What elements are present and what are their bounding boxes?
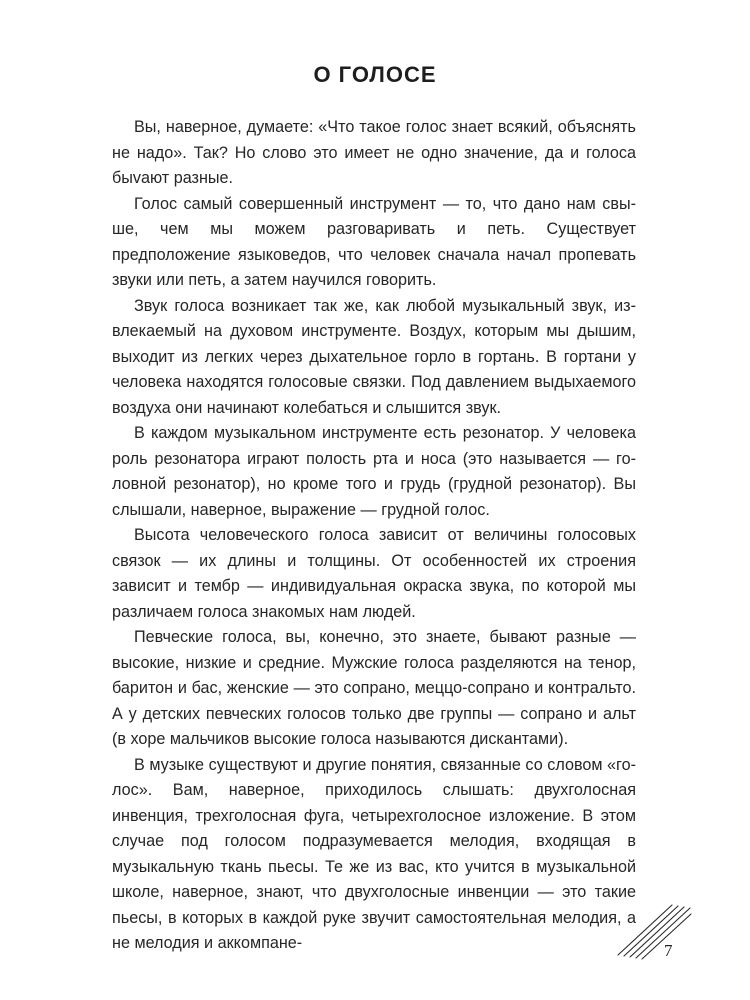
body-text <box>112 115 636 957</box>
chapter-title: О ГОЛОСЕ <box>313 62 437 87</box>
paragraph-7: В музыке существуют и другие понятия, связанные со словом «голос». Вам, наверное, приходилось слышать: двухголосная инвенция, трехголосная фуга, четырехголосное изложение. В этом случае под голосом подразумевается мелодия, входящая в музыкальную ткань пьесы. Те же из вас, кто учится в музыкальной школе, наверное, знают, что двухголосные инвенции — это такие пьесы, в которых в каждой руке звучит самостоятельная мелодия, а не мелодия и аккомпане- <box>112 755 636 952</box>
paragraph-3: Звук голоса возникает так же, как любой музыкальный звук, извлекаемый на духовом инструменте. Воздух, которым мы дышим, выходит из легких через дыхательное горло в гортань. В гортани у человека находятся голосовые связки. Под давлением выдыхаемого воздуха они начинают колебаться и слышится звук. <box>112 296 636 417</box>
paragraph-5: Высота человеческого голоса зависит от величины голосовых связок — их длины и толщины. От особенностей их строения зависит и тембр — индивидуальная окраска звука, по которой мы различаем голоса знакомых нам людей. <box>112 526 636 621</box>
paragraph-6: Певческие голоса, вы, конечно, это знаете, бывают разные — высокие, низкие и средние. Мужские голоса разделяются на тенор, баритон и бас, женские — это сопрано, меццо-сопрано и контральто. А у детских певческих голосов только две группы — сопрано и альт (в хоре мальчиков высокие голоса называются дискантами). <box>112 628 636 748</box>
page-number: 7 <box>664 941 673 960</box>
paragraph-2: Голос самый совершенный инструмент — то, что дано нам свыше, чем мы можем разговаривать и петь. Существует предположение языковедов, что человек сначала начал пропевать звуки или петь, а затем научился говорить. <box>112 194 636 289</box>
paragraph-1: Вы, наверное, думаете: «Что такое голос знает всякий, объяснять не надо». Так? Но слово это имеет не одно значение, да и голоса быvают разные. <box>112 118 636 187</box>
diagonal-lines-icon <box>612 904 692 960</box>
paragraph-4: В каждом музыкальном инструменте есть резонатор. У человека роль резонатора играют полость рта и носа (это называется — головной резонатор), но кроме того и грудь (грудной резонатор). Вы слышали, наверное, выражение — грудной голос. <box>112 424 636 519</box>
